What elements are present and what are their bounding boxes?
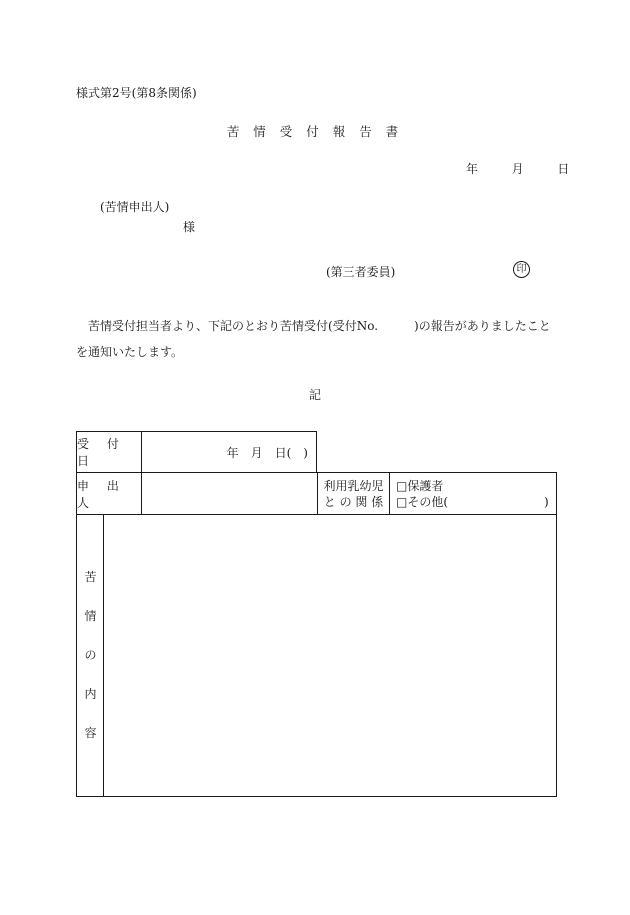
complaint-form-table [76, 431, 557, 797]
committee-label: (第三者委員) [326, 265, 396, 279]
notice-line-2: を通知いたします。 [76, 345, 184, 359]
applicant-field[interactable] [141, 472, 318, 515]
form-number: 様式第2号(第8条関係) [76, 86, 197, 100]
notice-line-1: 苦情受付担当者より、下記のとおり苦情受付(受付No. )の報告がありましたこと [88, 319, 551, 333]
date-day: 日 [557, 162, 570, 176]
honorific: 様 [183, 220, 196, 234]
complaint-content-area [76, 514, 557, 797]
complaint-content-label: 苦 情 の 内 容 [84, 570, 97, 740]
complainant-label: (苦情申出人) [100, 200, 170, 214]
complaint-content-field[interactable] [104, 515, 556, 796]
document-title: 苦 情 受 付 報 告 書 [226, 124, 404, 139]
seal-mark: 印 [513, 261, 530, 278]
applicant-label: 申 出 人 [76, 472, 142, 515]
date-line [466, 160, 569, 177]
relation-label: 利用乳幼児 と の 関 係 [317, 472, 390, 515]
relation-options [389, 472, 557, 515]
date-year: 年 [466, 162, 479, 176]
record-heading: 記 [308, 388, 321, 402]
notice-body [76, 313, 554, 365]
other-checkbox[interactable]: □その他( ) [396, 494, 549, 509]
date-month: 月 [511, 162, 524, 176]
reception-date-value: 年 月 日( ) [226, 445, 308, 460]
guardian-checkbox[interactable]: □保護者 [396, 478, 444, 493]
reception-date-label: 受 付 日 [76, 431, 142, 473]
reception-date-field[interactable] [141, 431, 317, 473]
